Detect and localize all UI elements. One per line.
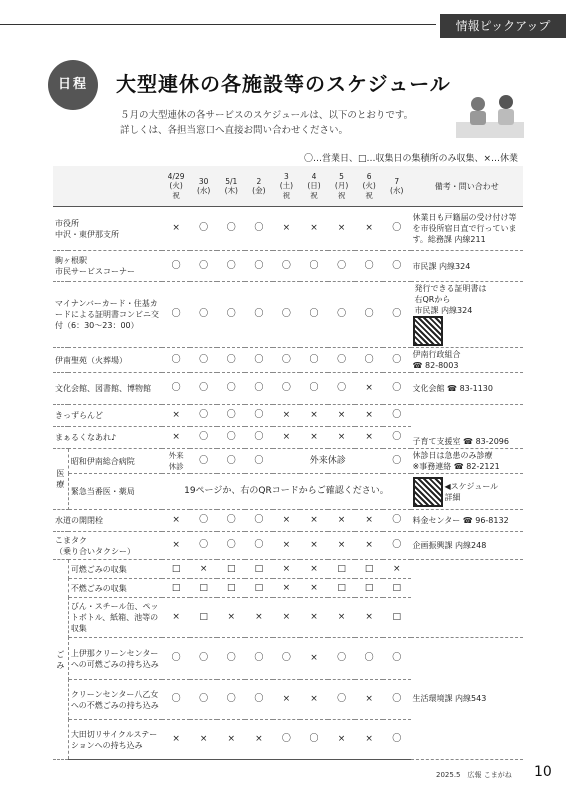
status-cell: × [273, 598, 301, 638]
status-cell: × [217, 598, 245, 638]
status-cell: 〇 [190, 251, 218, 282]
row-label: 上伊那クリーンセンターへの可燃ごみの持ち込み [68, 638, 162, 680]
status-cell: 〇 [383, 373, 411, 405]
row-label: 緊急当番医・薬局 [68, 474, 162, 510]
issue-label: 2025.5 広報 こまがね [436, 771, 512, 779]
contact-cell [411, 474, 523, 510]
status-cell: × [190, 560, 218, 579]
group-label-garbage: ごみ [53, 560, 68, 760]
status-cell: 〇 [300, 251, 328, 282]
table-row [53, 405, 523, 427]
status-cell: 〇 [328, 680, 356, 720]
date-header: 5 (月) 祝 [328, 166, 356, 207]
status-cell: × [245, 598, 273, 638]
header-row [53, 166, 523, 207]
row-label: 伊南聖苑（火葬場） [53, 348, 162, 373]
status-cell: 〇 [190, 680, 218, 720]
status-cell: × [162, 510, 190, 532]
status-cell: 〇 [383, 680, 411, 720]
table-row [53, 532, 523, 560]
status-cell: × [217, 720, 245, 760]
status-cell: 〇 [355, 638, 383, 680]
table-row [53, 251, 523, 282]
date-header: 30 (水) [190, 166, 218, 207]
status-cell: 〇 [190, 427, 218, 449]
status-cell: 〇 [190, 638, 218, 680]
status-cell: 〇 [162, 348, 190, 373]
qr-note: 19ページか、右のQRコードからご確認ください。 [162, 474, 410, 510]
status-cell: □ [355, 560, 383, 579]
status-cell: 〇 [383, 638, 411, 680]
status-cell: 〇 [217, 532, 245, 560]
status-cell: 〇 [383, 427, 411, 449]
status-cell: □ [217, 560, 245, 579]
date-header: 6 (火) 祝 [355, 166, 383, 207]
status-cell: 〇 [245, 510, 273, 532]
contact-cell: 伊南行政組合 ☎ 82-8003 [411, 348, 523, 373]
status-cell: 〇 [273, 282, 301, 348]
row-label: 可燃ごみの収集 [68, 560, 162, 579]
status-cell: × [328, 510, 356, 532]
contact-cell: 市民課 内線324 [411, 251, 523, 282]
status-cell: × [162, 720, 190, 760]
status-cell: × [355, 207, 383, 251]
status-cell: 〇 [328, 348, 356, 373]
status-cell: □ [162, 579, 190, 598]
status-cell: 〇 [190, 207, 218, 251]
status-cell: 〇 [162, 373, 190, 405]
status-cell: 〇 [245, 207, 273, 251]
status-cell: × [162, 207, 190, 251]
page-title: 大型連休の各施設等のスケジュール [116, 72, 451, 96]
status-cell: 〇 [217, 449, 245, 474]
table-row [53, 373, 523, 405]
status-cell: 〇 [273, 373, 301, 405]
row-label: まぁるくなあれ♪ [53, 427, 162, 449]
status-cell: × [300, 532, 328, 560]
status-cell: 〇 [383, 207, 411, 251]
status-cell: 〇 [383, 348, 411, 373]
status-cell: 〇 [328, 282, 356, 348]
status-cell: × [300, 579, 328, 598]
status-cell: 〇 [190, 449, 218, 474]
table-row [53, 510, 523, 532]
status-cell: □ [190, 579, 218, 598]
status-cell: 〇 [273, 720, 301, 760]
status-cell: 〇 [162, 282, 190, 348]
contact-cell: 休診日は急患のみ診療 ※事務連絡 ☎ 82-2121 [411, 449, 523, 474]
row-label: 不燃ごみの収集 [68, 579, 162, 598]
status-cell: 〇 [162, 251, 190, 282]
status-cell: 〇 [245, 638, 273, 680]
row-label: 文化会館、図書館、博物館 [53, 373, 162, 405]
status-cell: × [328, 405, 356, 427]
status-cell: 〇 [217, 638, 245, 680]
status-cell: × [355, 532, 383, 560]
status-cell: × [355, 427, 383, 449]
header-rule [0, 24, 436, 25]
table-row [53, 282, 523, 348]
row-label: マイナンバーカード・住基カードによる証明書コンビニ交付（6：30〜23：00） [53, 282, 162, 348]
status-cell: × [273, 510, 301, 532]
date-header: 4 (日) 祝 [300, 166, 328, 207]
status-cell: × [245, 720, 273, 760]
status-cell: × [300, 510, 328, 532]
counter-illustration [456, 92, 524, 138]
contact-cell: 生活環境課 内線543 [411, 638, 523, 760]
status-cell: 〇 [217, 510, 245, 532]
status-cell: 〇 [162, 680, 190, 720]
status-cell: 〇 [217, 282, 245, 348]
status-cell: 〇 [190, 405, 218, 427]
section-tag: 情報ピックアップ [440, 14, 566, 38]
row-label: 大田切リサイクルステーションへの持ち込み [68, 720, 162, 760]
status-cell: × [273, 405, 301, 427]
status-cell: 〇 [383, 449, 411, 474]
date-header: 5/1 (木) [217, 166, 245, 207]
table-row [53, 638, 523, 680]
status-cell: × [328, 207, 356, 251]
row-label: きっずらんど [53, 405, 162, 427]
legend: 〇…営業日、□…収集日の集積所のみ収集、×…休業 [303, 154, 518, 164]
status-cell: × [162, 598, 190, 638]
status-cell: 〇 [245, 251, 273, 282]
date-header: 7 (水) [383, 166, 411, 207]
contact-header: 備考・問い合わせ [411, 166, 523, 207]
status-cell: × [355, 373, 383, 405]
date-header: 3 (土) 祝 [273, 166, 301, 207]
status-cell: × [355, 680, 383, 720]
status-cell: × [273, 680, 301, 720]
status-cell: × [300, 560, 328, 579]
status-cell: × [162, 427, 190, 449]
status-cell: × [273, 579, 301, 598]
status-cell: 〇 [328, 638, 356, 680]
contact-cell: 文化会館 ☎ 83-1130 [411, 373, 523, 405]
status-cell: 〇 [162, 638, 190, 680]
status-cell: □ [245, 560, 273, 579]
status-cell: × [355, 720, 383, 760]
status-cell: 〇 [245, 680, 273, 720]
status-cell: 〇 [273, 638, 301, 680]
table-row [53, 449, 523, 474]
intro-line: ５月の大型連休の各サービスのスケジュールは、以下のとおりです。 [120, 110, 414, 121]
status-cell: 〇 [217, 207, 245, 251]
status-cell: 〇 [217, 427, 245, 449]
status-cell: 〇 [383, 282, 411, 348]
table-row [53, 207, 523, 251]
contact-cell: 休業日も戸籍届の受け付け等を市役所宿日直で行っています。総務課 内線211 [411, 207, 523, 251]
status-cell: 〇 [355, 282, 383, 348]
status-cell: 〇 [355, 348, 383, 373]
group-label-medical: 医療 [53, 449, 68, 510]
status-cell: × [190, 720, 218, 760]
status-cell: × [273, 560, 301, 579]
status-cell: 〇 [273, 348, 301, 373]
status-cell: 〇 [245, 348, 273, 373]
status-cell: × [328, 720, 356, 760]
status-cell: 〇 [217, 348, 245, 373]
status-cell: 〇 [190, 532, 218, 560]
status-cell: 〇 [245, 427, 273, 449]
status-cell: × [162, 405, 190, 427]
status-cell: 〇 [245, 405, 273, 427]
status-cell: 〇 [355, 251, 383, 282]
status-cell: 〇 [300, 373, 328, 405]
status-cell: 〇 [190, 373, 218, 405]
status-cell: 〇 [383, 251, 411, 282]
contact-cell [411, 282, 523, 348]
status-cell: 〇 [245, 449, 273, 474]
status-cell: 〇 [217, 680, 245, 720]
intro-line: 詳しくは、各担当窓口へ直接お問い合わせください。 [120, 125, 349, 136]
page-number: 10 [534, 764, 552, 780]
status-cell: × [328, 532, 356, 560]
status-cell: × [300, 427, 328, 449]
contact-cell [411, 405, 523, 449]
row-label: 水道の開閉栓 [53, 510, 162, 532]
status-cell: × [273, 427, 301, 449]
status-cell: 〇 [328, 373, 356, 405]
status-cell: 〇 [217, 373, 245, 405]
status-cell: × [355, 405, 383, 427]
contact-text: ◀スケジュール 詳細 [444, 481, 499, 502]
contact-cell: 企画振興課 内線248 [411, 532, 523, 560]
status-cell: 〇 [383, 532, 411, 560]
row-label: 昭和伊南総合病院 [68, 449, 162, 474]
contact-text: 発行できる証明書は右QRから 市民課 内線324 [414, 284, 487, 315]
status-cell: 〇 [300, 282, 328, 348]
schedule-badge: 日程 [48, 60, 98, 110]
status-cell: 外来 休診 [162, 449, 190, 474]
row-label: 市役所 中沢・東伊那支所 [53, 207, 162, 251]
qr-code-icon[interactable] [413, 477, 443, 507]
status-cell: □ [245, 579, 273, 598]
status-cell: 〇 [245, 282, 273, 348]
status-cell: 〇 [245, 532, 273, 560]
date-header: 2 (金) [245, 166, 273, 207]
row-label: 駒ヶ根駅 市民サービスコーナー [53, 251, 162, 282]
row-label: こまタク （乗り合いタクシー） [53, 532, 162, 560]
status-cell: × [300, 207, 328, 251]
status-cell: × [162, 532, 190, 560]
status-cell: × [328, 598, 356, 638]
contact-text: 子育て支援室 ☎ 83-2096 [412, 437, 509, 446]
status-cell: × [328, 427, 356, 449]
status-cell: × [355, 598, 383, 638]
status-cell: □ [383, 579, 411, 598]
schedule-table [53, 166, 523, 760]
status-cell: 〇 [383, 510, 411, 532]
status-cell: × [355, 510, 383, 532]
contact-cell: 料金センター ☎ 96-8132 [411, 510, 523, 532]
status-cell: □ [328, 579, 356, 598]
status-cell: × [273, 207, 301, 251]
status-cell: □ [190, 598, 218, 638]
status-cell: 〇 [217, 251, 245, 282]
contact-cell [411, 560, 523, 638]
status-cell: × [383, 560, 411, 579]
status-cell: 〇 [217, 405, 245, 427]
status-cell: 〇 [383, 405, 411, 427]
status-cell: □ [355, 579, 383, 598]
status-cell: × [273, 532, 301, 560]
table-row [53, 560, 523, 579]
status-cell: □ [328, 560, 356, 579]
status-cell: □ [217, 579, 245, 598]
row-label: びん・スチール缶、ペットボトル、紙箱、池等の収集 [68, 598, 162, 638]
table-row [53, 474, 523, 510]
status-cell: 〇 [383, 720, 411, 760]
status-cell: × [300, 405, 328, 427]
status-cell: 〇 [300, 348, 328, 373]
row-label: クリーンセンター八乙女への不燃ごみの持ち込み [68, 680, 162, 720]
status-cell: □ [162, 560, 190, 579]
status-cell: 〇 [300, 720, 328, 760]
status-cell: 〇 [273, 251, 301, 282]
status-cell: 〇 [328, 251, 356, 282]
status-cell: 〇 [190, 282, 218, 348]
status-cell: × [300, 680, 328, 720]
closed-span: 外来休診 [273, 449, 383, 474]
table-row [53, 348, 523, 373]
status-cell: □ [383, 598, 411, 638]
status-cell: 〇 [245, 373, 273, 405]
status-cell: 〇 [190, 510, 218, 532]
status-cell: × [300, 598, 328, 638]
status-cell: 〇 [190, 348, 218, 373]
header-blank [53, 166, 162, 207]
qr-code-icon[interactable] [413, 316, 443, 346]
intro-text [120, 108, 413, 138]
date-header: 4/29 (火) 祝 [162, 166, 190, 207]
status-cell: × [300, 638, 328, 680]
